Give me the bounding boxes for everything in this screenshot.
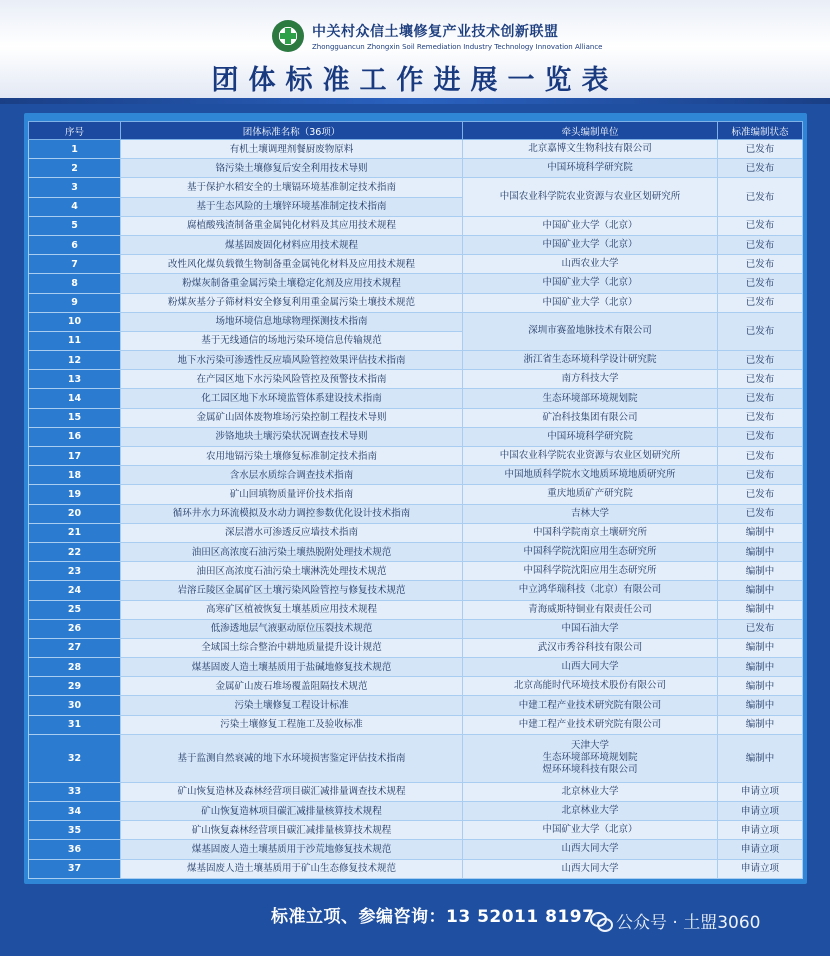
- status-cell: 已发布: [718, 504, 803, 523]
- lead-unit-name: 中建工程产业技术研究院有限公司: [518, 718, 662, 730]
- table-row: [29, 255, 803, 274]
- lead-unit-name: 天津大学: [570, 740, 609, 752]
- lead-unit: [463, 696, 718, 715]
- table-row: [29, 408, 803, 427]
- lead-unit: [463, 504, 718, 523]
- row-number: 14: [29, 389, 121, 408]
- standard-name: 油田区高浓度石油污染土壤淋洗处理技术规范: [121, 562, 463, 581]
- row-number: 5: [29, 216, 121, 235]
- org-name-cn: 中关村众信土壤修复产业技术创新联盟: [312, 24, 559, 40]
- standard-name: 岩溶丘陵区金属矿区土壤污染风险管控与修复技术规范: [121, 581, 463, 600]
- lead-unit-name: 中国农业科学院农业资源与农业区划研究所: [499, 191, 681, 203]
- lead-unit-name: 中国矿业大学（北京）: [542, 277, 638, 289]
- status-cell: 已发布: [718, 216, 803, 235]
- status-cell: 申请立项: [718, 859, 803, 878]
- lead-unit: [463, 562, 718, 581]
- wechat-icon: [590, 912, 610, 930]
- column-header-name: 团体标准名称（36项）: [121, 122, 463, 140]
- standard-name: 低渗透地层气液驱动原位压裂技术规范: [121, 619, 463, 638]
- row-number: 28: [29, 658, 121, 677]
- row-number: 27: [29, 638, 121, 657]
- table-row: [29, 715, 803, 734]
- lead-unit-name: 生态环境部环境规划院: [542, 392, 638, 404]
- row-number: 7: [29, 255, 121, 274]
- column-header-status: 标准编制状态: [718, 122, 803, 140]
- header: [0, 0, 830, 104]
- lead-unit: [463, 715, 718, 734]
- lead-unit: [463, 523, 718, 542]
- table-row: [29, 485, 803, 504]
- standard-name: 煤基固废人造土壤基质用于盐碱地修复技术规范: [121, 658, 463, 677]
- table-row: [29, 859, 803, 878]
- row-number: 12: [29, 351, 121, 370]
- table-row: [29, 840, 803, 859]
- lead-unit-name: 中国科学院南京土壤研究所: [532, 526, 647, 538]
- row-number: 8: [29, 274, 121, 293]
- lead-unit-name: 中立鸿华瑞科技（北京）有限公司: [518, 584, 662, 596]
- row-number: 10: [29, 312, 121, 331]
- standard-name: 基于保护水稻安全的土壤镉环境基准制定技术指南: [121, 178, 463, 197]
- lead-unit-name: 浙江省生态环境科学设计研究院: [523, 354, 657, 366]
- lead-unit: [463, 859, 718, 878]
- lead-unit-name: 中国矿业大学（北京）: [542, 239, 638, 251]
- status-cell: 已发布: [718, 140, 803, 159]
- status-cell: 已发布: [718, 408, 803, 427]
- lead-unit-name: 深圳市赛盈地脉技术有限公司: [528, 325, 652, 337]
- watermark-text: 公众号 · 土盟3060: [616, 913, 761, 933]
- table-row: [29, 638, 803, 657]
- standard-name: 改性风化煤负载微生物制备重金属钝化材料及应用技术规程: [121, 255, 463, 274]
- standard-name: 化工园区地下水环境监管体系建设技术指南: [121, 389, 463, 408]
- standard-name: 矿山回填物质量评价技术指南: [121, 485, 463, 504]
- status-cell: 编制中: [718, 658, 803, 677]
- lead-unit: [463, 802, 718, 821]
- table-row: [29, 523, 803, 542]
- table-row: [29, 159, 803, 178]
- status-cell: 已发布: [718, 274, 803, 293]
- lead-unit: [463, 159, 718, 178]
- row-number: 36: [29, 840, 121, 859]
- lead-unit: [463, 408, 718, 427]
- lead-unit: [463, 677, 718, 696]
- lead-unit: [463, 581, 718, 600]
- status-cell: 已发布: [718, 427, 803, 446]
- row-number: 34: [29, 802, 121, 821]
- lead-unit-name: 青海威斯特铜业有限责任公司: [528, 603, 652, 615]
- status-cell: 已发布: [718, 447, 803, 466]
- lead-unit-name: 武汉市秀谷科技有限公司: [537, 641, 643, 653]
- table-row: [29, 581, 803, 600]
- watermark: [590, 908, 760, 933]
- table-row: [29, 216, 803, 235]
- table-row: [29, 447, 803, 466]
- row-number: 9: [29, 293, 121, 312]
- status-cell: 申请立项: [718, 840, 803, 859]
- standard-name: 循环井水力环流模拟及水动力调控参数优化设计技术指南: [121, 504, 463, 523]
- table-body: [29, 140, 803, 879]
- org-branding: [272, 18, 602, 54]
- lead-unit: [463, 293, 718, 312]
- lead-unit-name: 中国矿业大学（北京）: [542, 296, 638, 308]
- standard-name: 油田区高浓度石油污染土壤热脱附处理技术规范: [121, 542, 463, 561]
- lead-unit: [463, 447, 718, 466]
- lead-unit-name: 中国环境科学研究院: [547, 162, 633, 174]
- lead-unit: [463, 216, 718, 235]
- lead-unit-name: 山西大同大学: [561, 661, 619, 673]
- row-number: 24: [29, 581, 121, 600]
- standard-name: 含水层水质综合调查技术指南: [121, 466, 463, 485]
- table-row: [29, 293, 803, 312]
- standard-name: 金属矿山废石堆场覆盖阻隔技术规范: [121, 677, 463, 696]
- row-number: 4: [29, 197, 121, 216]
- standard-name: 有机土壤调理剂餐厨废物原料: [121, 140, 463, 159]
- standard-name: 在产园区地下水污染风险管控及预警技术指南: [121, 370, 463, 389]
- contact-info: 标准立项、参编咨询：13 52011 8197: [271, 907, 595, 927]
- table-row: [29, 274, 803, 293]
- lead-unit-name: 北京高能时代环境技术股份有限公司: [513, 680, 666, 692]
- lead-unit-name: 中国矿业大学（北京）: [542, 219, 638, 231]
- standard-name: 基于生态风险的土壤锌环境基准制定技术指南: [121, 197, 463, 216]
- table-row: [29, 677, 803, 696]
- page-title: 团体标准工作进展一览表: [211, 65, 619, 96]
- standard-name: 矿山恢复造林及森林经营项目碳汇减排量调查技术规程: [121, 782, 463, 801]
- standard-name: 场地环境信息地球物理探测技术指南: [121, 312, 463, 331]
- status-cell: 已发布: [718, 178, 803, 216]
- lead-unit-name: 北京嘉博文生物科技有限公司: [528, 143, 652, 155]
- table-row: [29, 370, 803, 389]
- lead-unit: [463, 658, 718, 677]
- status-cell: 已发布: [718, 370, 803, 389]
- alliance-logo-icon: [272, 20, 304, 52]
- lead-unit-name: 山西农业大学: [561, 258, 619, 270]
- table-row: [29, 351, 803, 370]
- lead-unit: [463, 782, 718, 801]
- row-number: 13: [29, 370, 121, 389]
- row-number: 31: [29, 715, 121, 734]
- status-cell: 已发布: [718, 389, 803, 408]
- table-row: [29, 782, 803, 801]
- row-number: 29: [29, 677, 121, 696]
- lead-unit-name: 煜环环境科技有限公司: [542, 764, 638, 776]
- table-row: [29, 178, 803, 197]
- lead-unit: [463, 840, 718, 859]
- standard-name: 高寒矿区植被恢复土壤基质应用技术规程: [121, 600, 463, 619]
- standard-name: 污染土壤修复工程设计标准: [121, 696, 463, 715]
- row-number: 2: [29, 159, 121, 178]
- standard-name: 粉煤灰基分子筛材料安全修复利用重金属污染土壤技术规范: [121, 293, 463, 312]
- lead-unit-name: 矿冶科技集团有限公司: [542, 411, 638, 423]
- lead-unit: [463, 427, 718, 446]
- lead-unit: [463, 734, 718, 782]
- lead-unit: [463, 600, 718, 619]
- standard-name: 煤基固废人造土壤基质用于沙荒地修复技术规范: [121, 840, 463, 859]
- table-row: [29, 600, 803, 619]
- lead-unit: [463, 485, 718, 504]
- table-row: [29, 802, 803, 821]
- standard-name: 矿山恢复森林经营项目碳汇减排量核算技术规程: [121, 821, 463, 840]
- lead-unit-name: 中国环境科学研究院: [547, 430, 633, 442]
- row-number: 30: [29, 696, 121, 715]
- column-header-no: 序号: [29, 122, 121, 140]
- lead-unit-name: 生态环境部环境规划院: [542, 752, 638, 764]
- standard-name: 煤基固废固化材料应用技术规程: [121, 235, 463, 254]
- standard-name: 粉煤灰制备重金属污染土壤稳定化剂及应用技术规程: [121, 274, 463, 293]
- lead-unit: [463, 542, 718, 561]
- lead-unit: [463, 389, 718, 408]
- lead-unit: [463, 619, 718, 638]
- row-number: 15: [29, 408, 121, 427]
- lead-unit: [463, 370, 718, 389]
- row-number: 20: [29, 504, 121, 523]
- row-number: 32: [29, 734, 121, 782]
- row-number: 37: [29, 859, 121, 878]
- status-cell: 申请立项: [718, 782, 803, 801]
- standard-name: 矿山恢复造林项目碳汇减排量核算技术规程: [121, 802, 463, 821]
- status-cell: 编制中: [718, 638, 803, 657]
- status-cell: 已发布: [718, 159, 803, 178]
- status-cell: 已发布: [718, 255, 803, 274]
- lead-unit-name: 中国科学院沈阳应用生态研究所: [523, 546, 657, 558]
- status-cell: 编制中: [718, 734, 803, 782]
- status-cell: 已发布: [718, 466, 803, 485]
- row-number: 23: [29, 562, 121, 581]
- row-number: 35: [29, 821, 121, 840]
- lead-unit-name: 中国石油大学: [561, 622, 619, 634]
- standard-name: 基于监测自然衰减的地下水环境损害鉴定评估技术指南: [121, 734, 463, 782]
- table-row: [29, 389, 803, 408]
- lead-unit-name: 南方科技大学: [561, 373, 619, 385]
- row-number: 19: [29, 485, 121, 504]
- row-number: 33: [29, 782, 121, 801]
- standard-name: 农用地镉污染土壤修复标准制定技术指南: [121, 447, 463, 466]
- standard-name: 煤基固废人造土壤基质用于矿山生态修复技术规范: [121, 859, 463, 878]
- row-number: 25: [29, 600, 121, 619]
- standard-name: 铬污染土壤修复后安全利用技术导则: [121, 159, 463, 178]
- status-cell: 编制中: [718, 581, 803, 600]
- lead-unit-name: 中国地质科学院水文地质环境地质研究所: [504, 469, 676, 481]
- standard-name: 全域国土综合整治中耕地质量提升设计规范: [121, 638, 463, 657]
- table-row: [29, 542, 803, 561]
- status-cell: 已发布: [718, 619, 803, 638]
- lead-unit-name: 重庆地质矿产研究院: [547, 488, 633, 500]
- table-row: [29, 140, 803, 159]
- status-cell: 申请立项: [718, 802, 803, 821]
- status-cell: 已发布: [718, 351, 803, 370]
- lead-unit-name: 山西大同大学: [561, 843, 619, 855]
- lead-unit-name: 北京林业大学: [561, 805, 619, 817]
- table-row: [29, 619, 803, 638]
- org-name: [312, 21, 602, 51]
- status-cell: 编制中: [718, 542, 803, 561]
- lead-unit-name: 中建工程产业技术研究院有限公司: [518, 699, 662, 711]
- standard-name: 地下水污染可渗透性反应墙风险管控效果评估技术指南: [121, 351, 463, 370]
- standard-name: 金属矿山固体废物堆场污染控制工程技术导则: [121, 408, 463, 427]
- table-row: [29, 696, 803, 715]
- lead-unit: [463, 235, 718, 254]
- org-name-en: Zhongguancun Zhongxin Soil Remediation Industry Technology Innovation Alliance: [312, 43, 603, 51]
- status-cell: 申请立项: [718, 821, 803, 840]
- table-row: [29, 658, 803, 677]
- status-cell: 已发布: [718, 235, 803, 254]
- standard-name: 污染土壤修复工程施工及验收标准: [121, 715, 463, 734]
- table-row: [29, 466, 803, 485]
- row-number: 3: [29, 178, 121, 197]
- status-cell: 已发布: [718, 485, 803, 504]
- lead-unit: [463, 821, 718, 840]
- row-number: 18: [29, 466, 121, 485]
- row-number: 6: [29, 235, 121, 254]
- lead-unit: [463, 255, 718, 274]
- row-number: 11: [29, 331, 121, 350]
- status-cell: 已发布: [718, 293, 803, 312]
- standards-table: [28, 121, 803, 879]
- status-cell: 编制中: [718, 523, 803, 542]
- row-number: 22: [29, 542, 121, 561]
- status-cell: 编制中: [718, 677, 803, 696]
- lead-unit: [463, 351, 718, 370]
- table-row: [29, 312, 803, 331]
- table-header-row: [29, 122, 803, 140]
- lead-unit: [463, 638, 718, 657]
- row-number: 26: [29, 619, 121, 638]
- table-row: [29, 562, 803, 581]
- standard-name: 深层潜水可渗透反应墙技术指南: [121, 523, 463, 542]
- row-number: 1: [29, 140, 121, 159]
- table-row: [29, 734, 803, 782]
- table-row: [29, 504, 803, 523]
- lead-unit: [463, 274, 718, 293]
- lead-unit-name: 中国科学院沈阳应用生态研究所: [523, 565, 657, 577]
- status-cell: 已发布: [718, 312, 803, 350]
- standard-name: 涉铬地块土壤污染状况调查技术导则: [121, 427, 463, 446]
- row-number: 21: [29, 523, 121, 542]
- lead-unit: [463, 140, 718, 159]
- lead-unit: [463, 178, 718, 216]
- standard-name: 基于无线通信的场地污染环境信息传输规范: [121, 331, 463, 350]
- status-cell: 编制中: [718, 715, 803, 734]
- lead-unit-name: 中国矿业大学（北京）: [542, 824, 638, 836]
- table-row: [29, 427, 803, 446]
- lead-unit: [463, 466, 718, 485]
- lead-unit-name: 山西大同大学: [561, 862, 619, 874]
- row-number: 16: [29, 427, 121, 446]
- row-number: 17: [29, 447, 121, 466]
- status-cell: 编制中: [718, 562, 803, 581]
- lead-unit-name: 北京林业大学: [561, 785, 619, 797]
- status-cell: 编制中: [718, 696, 803, 715]
- standard-name: 腐植酸残渣制备重金属钝化材料及其应用技术规程: [121, 216, 463, 235]
- lead-unit-name: 吉林大学: [570, 507, 609, 519]
- status-cell: 编制中: [718, 600, 803, 619]
- table-row: [29, 821, 803, 840]
- column-header-unit: 牵头编制单位: [463, 122, 718, 140]
- lead-unit-name: 中国农业科学院农业资源与农业区划研究所: [499, 450, 681, 462]
- table-row: [29, 235, 803, 254]
- lead-unit: [463, 312, 718, 350]
